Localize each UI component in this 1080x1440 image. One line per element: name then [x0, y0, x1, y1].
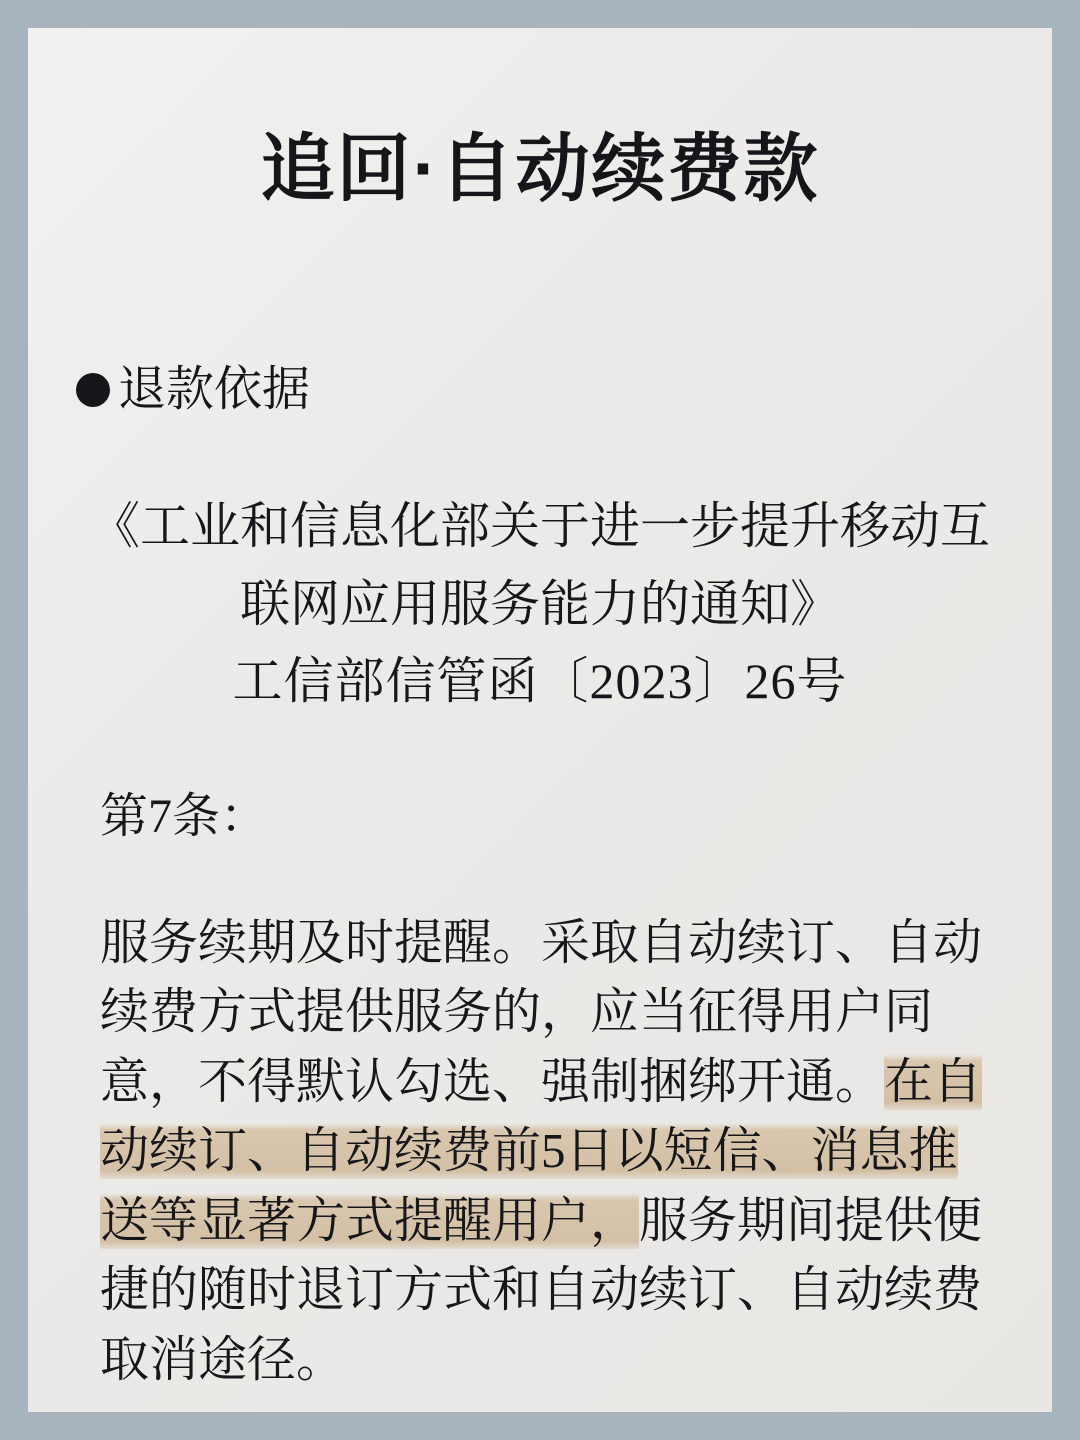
bullet-icon — [76, 373, 110, 407]
section-heading — [76, 363, 1052, 416]
clause-body-part-2: 服务期间提供便捷的随时退订方式和自动续订、自动续费取消途径。 — [100, 1192, 983, 1387]
document-card — [28, 28, 1052, 1412]
section-heading-label: 退款依据 — [118, 363, 311, 416]
document-reference — [28, 488, 1052, 721]
clause-number: 第7条： — [100, 789, 269, 843]
clause-body — [100, 908, 984, 1395]
clause-body-highlight: 在自动续订、自动续费前5日以短信、消息推送等显著方式提醒用户， — [100, 1053, 983, 1248]
document-reference-line-3: 工信部信管函〔2023〕26号 — [232, 653, 848, 709]
page-title: 追回·自动续费款 — [260, 127, 820, 210]
clause-body-part-1: 服务续期及时提醒。采取自动续订、自动续费方式提供服务的，应当征得用户同意，不得默认勾选、强制捆绑开通。 — [100, 914, 983, 1109]
document-reference-line-1: 《工业和信息化部关于进一步提升移动互 — [90, 498, 990, 554]
document-reference-line-2: 联网应用服务能力的通知》 — [240, 575, 840, 632]
